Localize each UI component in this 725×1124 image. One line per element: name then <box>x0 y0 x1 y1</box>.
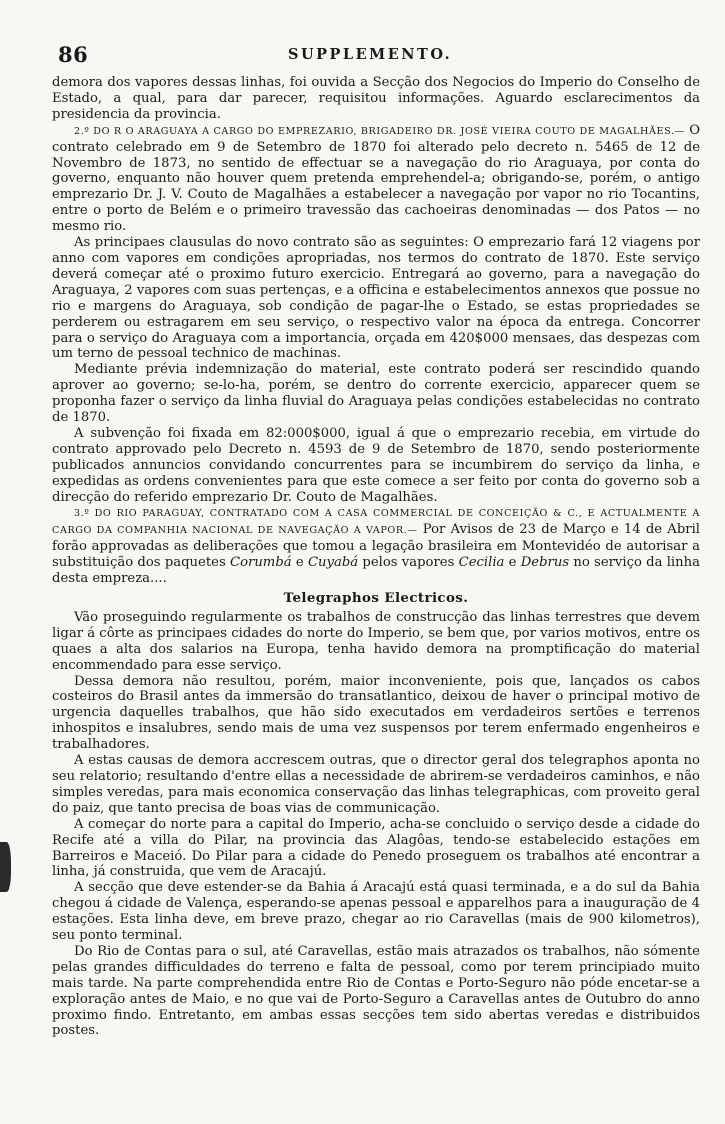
section-title-telegraphos: Telegraphos Electricos. <box>283 590 469 606</box>
paragraph-norte: A começar do norte para a capital do Imperio, acha-se concluido o serviço desde a cidade do Recife até a villa do Pilar, na provincia das Alagôas, tendo-se estabelecido estações em Barreiros e Maceió. Do Pilar para a cidade do Penedo proseguem os trabalhos até encontrar a linha, já construida, que vem de Aracajú. <box>52 816 700 880</box>
paragraph-rio-de-contas: Do Rio de Contas para o sul, até Caravellas, estão mais atrazados os trabalhos, não sómente pelas grandes difficuldades do terreno e falta de pessoal, como por terem principiado muito mais tarde. Na parte comprehendida entre Rio de Contas e Porto-Seguro não póde encetar-se a exploração antes de Maio, e no que vai de Porto-Seguro a Caravellas antes de Outubro do anno proximo findo. Entretanto, em ambas essas secções tem sido abertas veredas e distribuidos postes. <box>52 943 700 1039</box>
paragraph-bahia: A secção que deve estender-se da Bahia á Aracajú está quasi terminada, e a do sul da Bahia chegou á cidade de Valença, esperando-se apenas pessoal e apparelhos para a inauguração de 4 estações. Esta linha deve, em breve prazo, chegar ao rio Caravellas (mais de 900 kilometros), seu ponto terminal. <box>52 880 700 944</box>
running-title: SUPPLEMENTO. <box>288 46 453 63</box>
paragraph-clausulas: As principaes clausulas do novo contrato são as seguintes: O emprezario fará 12 viagens por anno com vapores em condições apropriadas, nos termos do contrato de 1870. Este serviço deverá começar até o proximo futuro exercicio. Entregará ao governo, para a navegação do Araguaya, 2 vapores com suas pertenças, e a officina e estabelecimentos annexos que possue no rio e margens do Araguaya, sob condição de pagar-lhe o Estado, se estas propriedades se perderem ou estragarem em seu serviço, o respectivo valor na época da entrega. Concorrer para o serviço do Araguaya com a importancia, orçada em 420$000 mensaes, das despezas com um terno de pessoal technico de machinas. <box>52 235 700 362</box>
paragraph-demora: Dessa demora não resultou, porém, maior inconveniente, pois que, lançados os cabos costeiros do Brasil antes da immersão do transatlantico, deixou de haver o principal motivo de urgencia daquelles trabalhos, que hão sido executados em verdadeiros sertões e terrenos inhospitos e insalubres, sendo mais de uma vez suspensos por terem enfermado engenheiros e trabalhadores. <box>52 673 700 753</box>
paragraph-construccao: Vão proseguindo regularmente os trabalhos de construcção das linhas terrestres que devem ligar á côrte as principaes cidades do norte do Imperio, se bem que, por varios motivos, entre os quaes a alta dos salarios na Europa, tenha havido demora na promptificação do material encommendado para esse serviço. <box>52 609 700 673</box>
paragraph-indemnizacao: Mediante prévia indemnização do material, este contrato poderá ser rescindido quando aprover ao governo; se-lo-ha, porém, se dentro do corrente exercicio, apparecer quem se proponha fazer o serviço da linha fluvial do Araguaya pelas condições estabelecidas no contrato de 1870. <box>52 362 700 426</box>
page-number: 86 <box>58 42 89 67</box>
ship-name-corumba: Corumbá <box>229 555 292 571</box>
margin-ink-blot <box>0 842 11 892</box>
paragraph-paraguay <box>52 505 700 587</box>
ship-name-cuyaba: Cuyabá <box>307 555 359 571</box>
page-body <box>52 75 700 1039</box>
paraguay-text-e: no serviço da linha desta empreza.... <box>52 555 700 587</box>
ship-name-debrus: Debrus <box>520 555 570 571</box>
paragraph-subvencao: A subvenção foi fixada em 82:000$000, igual á que o emprezario recebia, em virtude do contrato approvado pelo Decreto n. 4593 de 9 de Setembro de 1870, sendo posteriormente publicados annuncios convidando concurrentes para se incumbirem do serviço da linha, e expedidas as ordens convenientes para que este comece a ser feito por conta do governo sob a direcção do referido emprezario Dr. Couto de Magalhães. <box>52 425 700 505</box>
paraguay-heading: 3.º DO RIO PARAGUAY, CONTRATADO COM A CASA COMMERCIAL DE CONCEIÇÃO & C., E ACTUALMENTE A CARGO DA COMPANHIA NACIONAL DE NAVEGAÇÃO A VAPOR.— <box>52 508 700 537</box>
paraguay-text-b: e <box>295 555 304 571</box>
paraguay-text-c: pelos vapores <box>362 555 455 571</box>
paraguay-text-d: e <box>508 555 517 571</box>
araguaya-text: O contrato celebrado em 9 de Setembro de 1870 foi alterado pelo decreto n. 5465 de 12 de Novembro de 1873, no sentido de effectuar se a navegação do rio Araguaya, por conta do governo, enquanto não houver quem pretenda emprehendel-a; obrigando-se, porém, o antigo emprezario Dr. J. V. Couto de Magalhães a estabelecer a navegação por vapor no rio Tocantins, entre o porto de Belém e o primeiro travessão das cachoeiras denominadas — dos Patos — no mesmo rio. <box>52 122 700 235</box>
araguaya-heading: 2.º DO R O ARAGUAYA A CARGO DO EMPREZARIO, BRIGADEIRO DR. JOSÉ VIEIRA COUTO DE MAGALHÃES.— <box>74 125 685 137</box>
ship-name-cecilia: Cecilia <box>458 555 505 571</box>
paragraph-aguardo: demora dos vapores dessas linhas, foi ouvida a Secção dos Negocios do Imperio do Conselho de Estado, a qual, para dar parecer, requisitou informações. Aguardo esclarecimentos da presidencia da provincia. <box>52 75 700 122</box>
paragraph-araguaya <box>52 123 700 235</box>
page-header <box>58 42 698 68</box>
paraguay-text-a: Por Avisos de 23 de Março e 14 de Abril forão approvadas as deliberações que tomou a legação brasileira em Montevidéo de autorisar a substituição dos paquetes <box>52 522 701 571</box>
paragraph-causas: A estas causas de demora accrescem outras, que o director geral dos telegraphos aponta no seu relatorio; resultando d'entre ellas a necessidade de abrirem-se verdadeiros caminhos, e não simples veredas, para mais economica conservação das linhas telegraphicas, com proveito geral do paiz, que tanto precisa de boas vias de communicação. <box>52 753 700 816</box>
